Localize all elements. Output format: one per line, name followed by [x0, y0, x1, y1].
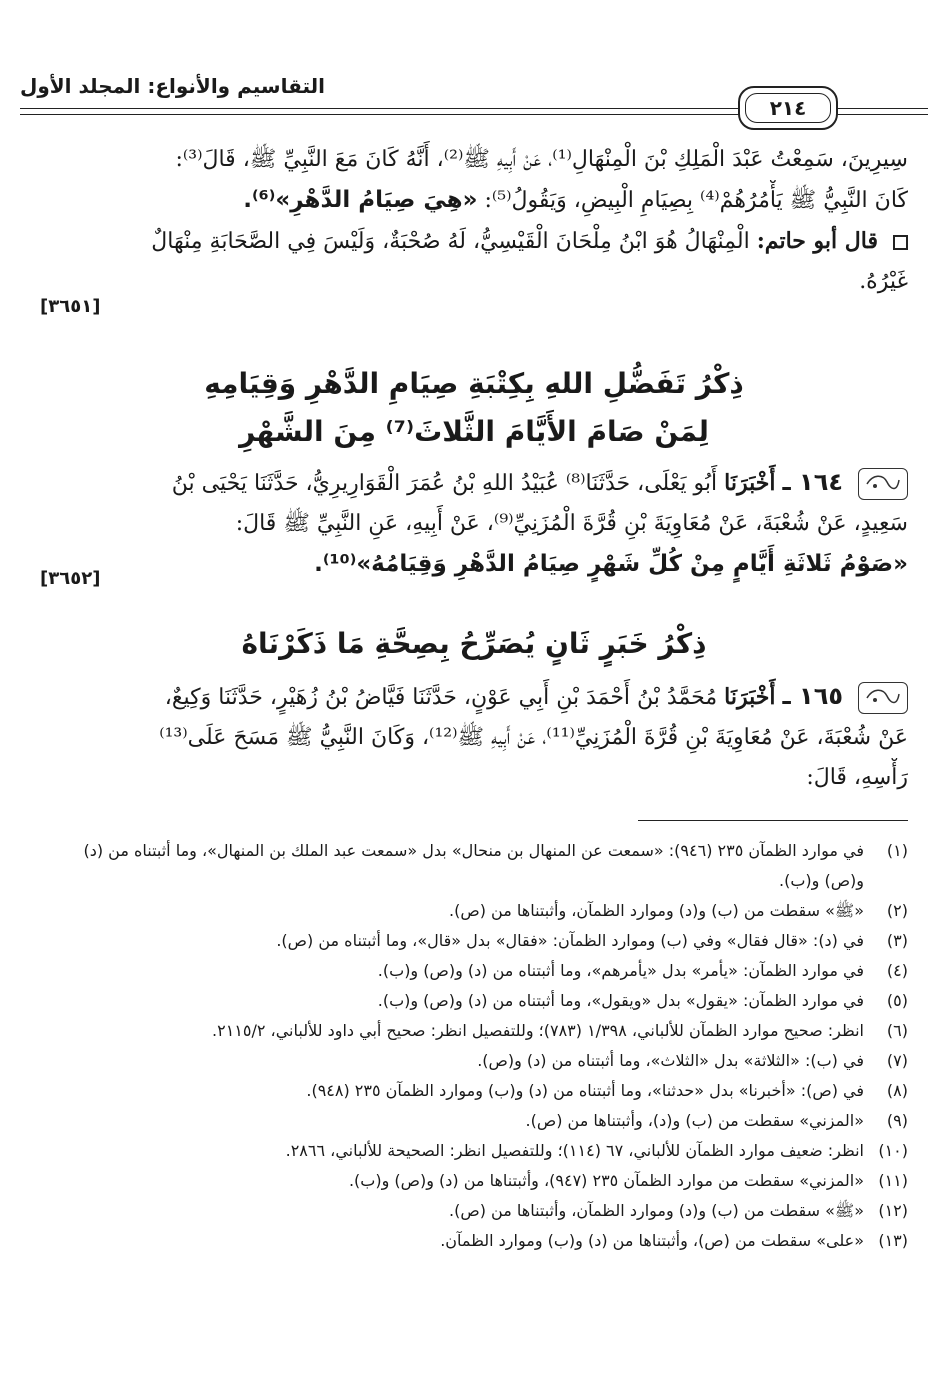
reference-number: [٣٦٥١]	[40, 296, 101, 317]
footnote	[40, 1016, 908, 1046]
footnote	[40, 926, 908, 956]
hadith-continuation	[40, 140, 908, 302]
prophetic-quote: «صَوْمُ ثَلاثَةِ أَيَّامٍ مِنْ كُلِّ شَهْرٍ صِيَامُ الدَّهْرِ وَقِيَامُهُ»⁽¹⁰⁾.	[314, 551, 908, 577]
footnote-separator	[638, 820, 908, 821]
footnote-number: (١٠)	[878, 1141, 908, 1160]
section-heading	[40, 620, 908, 668]
heading-line: ذِكْرُ تَفَضُّلِ اللهِ بِكِتْبَةِ صِيَامِ الدَّهْرِ وَقِيَامِهِ	[204, 367, 744, 400]
footnote-number: (٤)	[886, 961, 908, 980]
text-line: رَأْسِهِ، قَالَ:	[806, 765, 908, 790]
footnote-number: (٦)	[886, 1021, 908, 1040]
footnote-number: (١)	[886, 841, 908, 860]
heading-line: ذِكْرُ خَبَرٍ ثَانٍ يُصَرِّحُ بِصِحَّةِ مَا ذَكَرْنَاهُ	[241, 627, 707, 660]
footnote	[40, 1136, 908, 1166]
hadith-165	[40, 676, 908, 798]
running-title: التقاسيم والأنواع: المجلد الأول	[20, 74, 326, 98]
footnote-text: في (ب): «الثلاثة» بدل «الثلاث»، وما أثبتناه من (د) و(ص).	[477, 1051, 864, 1070]
footnote-number: (٥)	[886, 991, 908, 1010]
text-line: سَعِيدٍ، عَنْ شُعْبَةَ، عَنْ مُعَاوِيَةَ بْنِ قُرَّةَ الْمُزَنِيِّ⁽⁹⁾، عَنْ أَبِيهِ، عَنِ النَّبِيِّ ﷺ قَالَ:	[235, 511, 908, 536]
page-number: ٢١٤	[745, 93, 831, 123]
footnote-text: «ﷺ» سقطت من (ب) و(د) وموارد الظمآن، وأثبتناها من (ص).	[449, 901, 864, 920]
footnote	[40, 986, 908, 1016]
footnote-number: (٩)	[886, 1111, 908, 1130]
footnote-number: (٣)	[886, 931, 908, 950]
footnote-text: في موارد الظمآن: «يقول» بدل «ويقول»، وما أثبتناه من (د) و(ص) و(ب).	[377, 991, 864, 1010]
footnote	[40, 1076, 908, 1106]
page-header	[20, 70, 928, 130]
footnote	[40, 1196, 908, 1226]
footnote-text: «المزني» سقطت من (ب) و(د)، وأثبتناها من (ص).	[525, 1111, 864, 1130]
hadith-number: ١٦٥ ـ	[782, 682, 843, 710]
text-segment: أَبُو يَعْلَى، حَدَّثَنَا⁽⁸⁾ عُبَيْدُ اللهِ بْنُ عُمَرَ الْقَوَارِيرِيُّ، حَدَّثَنَا يَحْيَى بْنُ	[171, 471, 718, 496]
prophetic-quote: «هِيَ صِيَامُ الدَّهْرِ»⁽⁶⁾.	[243, 187, 478, 213]
hadith-number: ١٦٤ ـ	[782, 468, 843, 496]
footnote-text: «ﷺ» سقطت من (ب) و(د) وموارد الظمآن، وأثبتناها من (ص).	[449, 1201, 864, 1220]
hadith-marker-icon	[858, 682, 908, 714]
footnote-number: (١١)	[878, 1171, 908, 1190]
hadith-marker-icon	[858, 468, 908, 500]
text-segment: كَانَ النَّبِيُّ ﷺ يَأْمُرُهُمْ⁽⁴⁾ بِصِيَامِ الْبِيضِ، وَيَقُولُ⁽⁵⁾:	[484, 188, 908, 213]
footnote-text: في (ص): «أخبرنا» بدل «حدثنا»، وما أثبتناه من (د) و(ب) وموارد الظمآن ٢٣٥ (٩٤٨).	[306, 1081, 864, 1100]
square-bullet-icon	[893, 235, 908, 250]
footnote	[40, 1166, 908, 1196]
footnotes	[40, 836, 908, 1256]
footnote-text: في موارد الظمآن: «يأمر» بدل «يأمرهم»، وما أثبتناه من (د) و(ص) و(ب).	[377, 961, 864, 980]
footnote-number: (٧)	[886, 1051, 908, 1070]
akhbarana-word: أَخْبَرَنَا	[724, 684, 776, 710]
footnote	[40, 836, 908, 896]
footnote	[40, 1046, 908, 1076]
footnote-text: في موارد الظمآن ٢٣٥ (٩٤٦): «سمعت عن المنهال بن منحال» بدل «سمعت عبد الملك بن المنهال»، وما أثبتناه من (د) و(ص) و(ب).	[83, 841, 864, 890]
footnote-text: «المزني» سقطت من موارد الظمآن ٢٣٥ (٩٤٧)، وأثبتناها من (د) و(ص) و(ب).	[348, 1171, 864, 1190]
footnote-number: (٢)	[886, 901, 908, 920]
comment-text: الْمِنْهَالُ هُوَ ابْنُ مِلْحَانَ الْقَيْسِيُّ، لَهُ صُحْبَةٌ، وَلَيْسَ فِي الصَّحَابَةِ مِنْهَالٌ	[151, 229, 750, 254]
footnote	[40, 1226, 908, 1256]
footnote	[40, 1106, 908, 1136]
footnote	[40, 896, 908, 926]
footnote-text: انظر: صحيح موارد الظمآن للألباني، ١/٣٩٨ (٧٨٣)؛ وللتفصيل انظر: صحيح أبي داود للألباني، ٢١١٥/٢.	[212, 1021, 864, 1040]
footnote-number: (١٢)	[878, 1201, 908, 1220]
footnote-text: انظر: ضعيف موارد الظمآن للألباني، ٦٧ (١١٤)؛ وللتفصيل انظر: الصحيحة للألباني، ٢٨٦٦.	[285, 1141, 864, 1160]
hadith-164	[40, 462, 908, 584]
text-line: عَنْ شُعْبَةَ، عَنْ مُعَاوِيَةَ بْنِ قُرَّةَ الْمُزَنِيِّ⁽¹¹⁾، عَنْ أَبِيهِ ﷺ⁽¹²⁾، وَكَانَ النَّبِيُّ ﷺ مَسَحَ عَلَى⁽¹³⁾	[159, 725, 908, 750]
section-heading	[40, 360, 908, 456]
reference-number: [٣٦٥٢]	[40, 568, 101, 589]
text-line: سِيرِينَ، سَمِعْتُ عَبْدَ الْمَلِكِ بْنَ الْمِنْهَالِ⁽¹⁾، عَنْ أَبِيهِ ﷺ⁽²⁾، أَنَّهُ كَانَ مَعَ النَّبِيِّ ﷺ، قَالَ⁽³⁾:	[175, 147, 908, 172]
akhbarana-word: أَخْبَرَنَا	[724, 470, 776, 496]
page-number-frame	[738, 86, 838, 130]
footnote	[40, 956, 908, 986]
footnote-text: في (د): «قال فقال» وفي (ب) وموارد الظمآن: «فقال» بدل «قال»، وما أثبتناه من (ص).	[276, 931, 864, 950]
comment-label: قال أبو حاتم:	[756, 228, 878, 254]
text-line	[40, 462, 908, 504]
text-segment: مُحَمَّدُ بْنُ أَحْمَدَ بْنِ أَبِي عَوْنٍ، حَدَّثَنَا فَيَّاضُ بْنُ زُهَيْرٍ، حَدَّثَنَا وَكِيعٌ،	[164, 685, 718, 710]
comment-line-end: غَيْرُهُ.	[859, 269, 908, 294]
footnote-number: (٨)	[886, 1081, 908, 1100]
text-line	[40, 180, 908, 221]
footnote-text: «على» سقطت من (ص)، وأثبتناها من (د) و(ب) وموارد الظمآن.	[440, 1231, 864, 1250]
footnote-number: (١٣)	[878, 1231, 908, 1250]
heading-line: لِمَنْ صَامَ الأَيَّامَ الثَّلاثَ⁽⁷⁾ مِنَ الشَّهْرِ	[239, 415, 709, 448]
comment-line	[40, 221, 908, 262]
text-line	[40, 676, 908, 718]
